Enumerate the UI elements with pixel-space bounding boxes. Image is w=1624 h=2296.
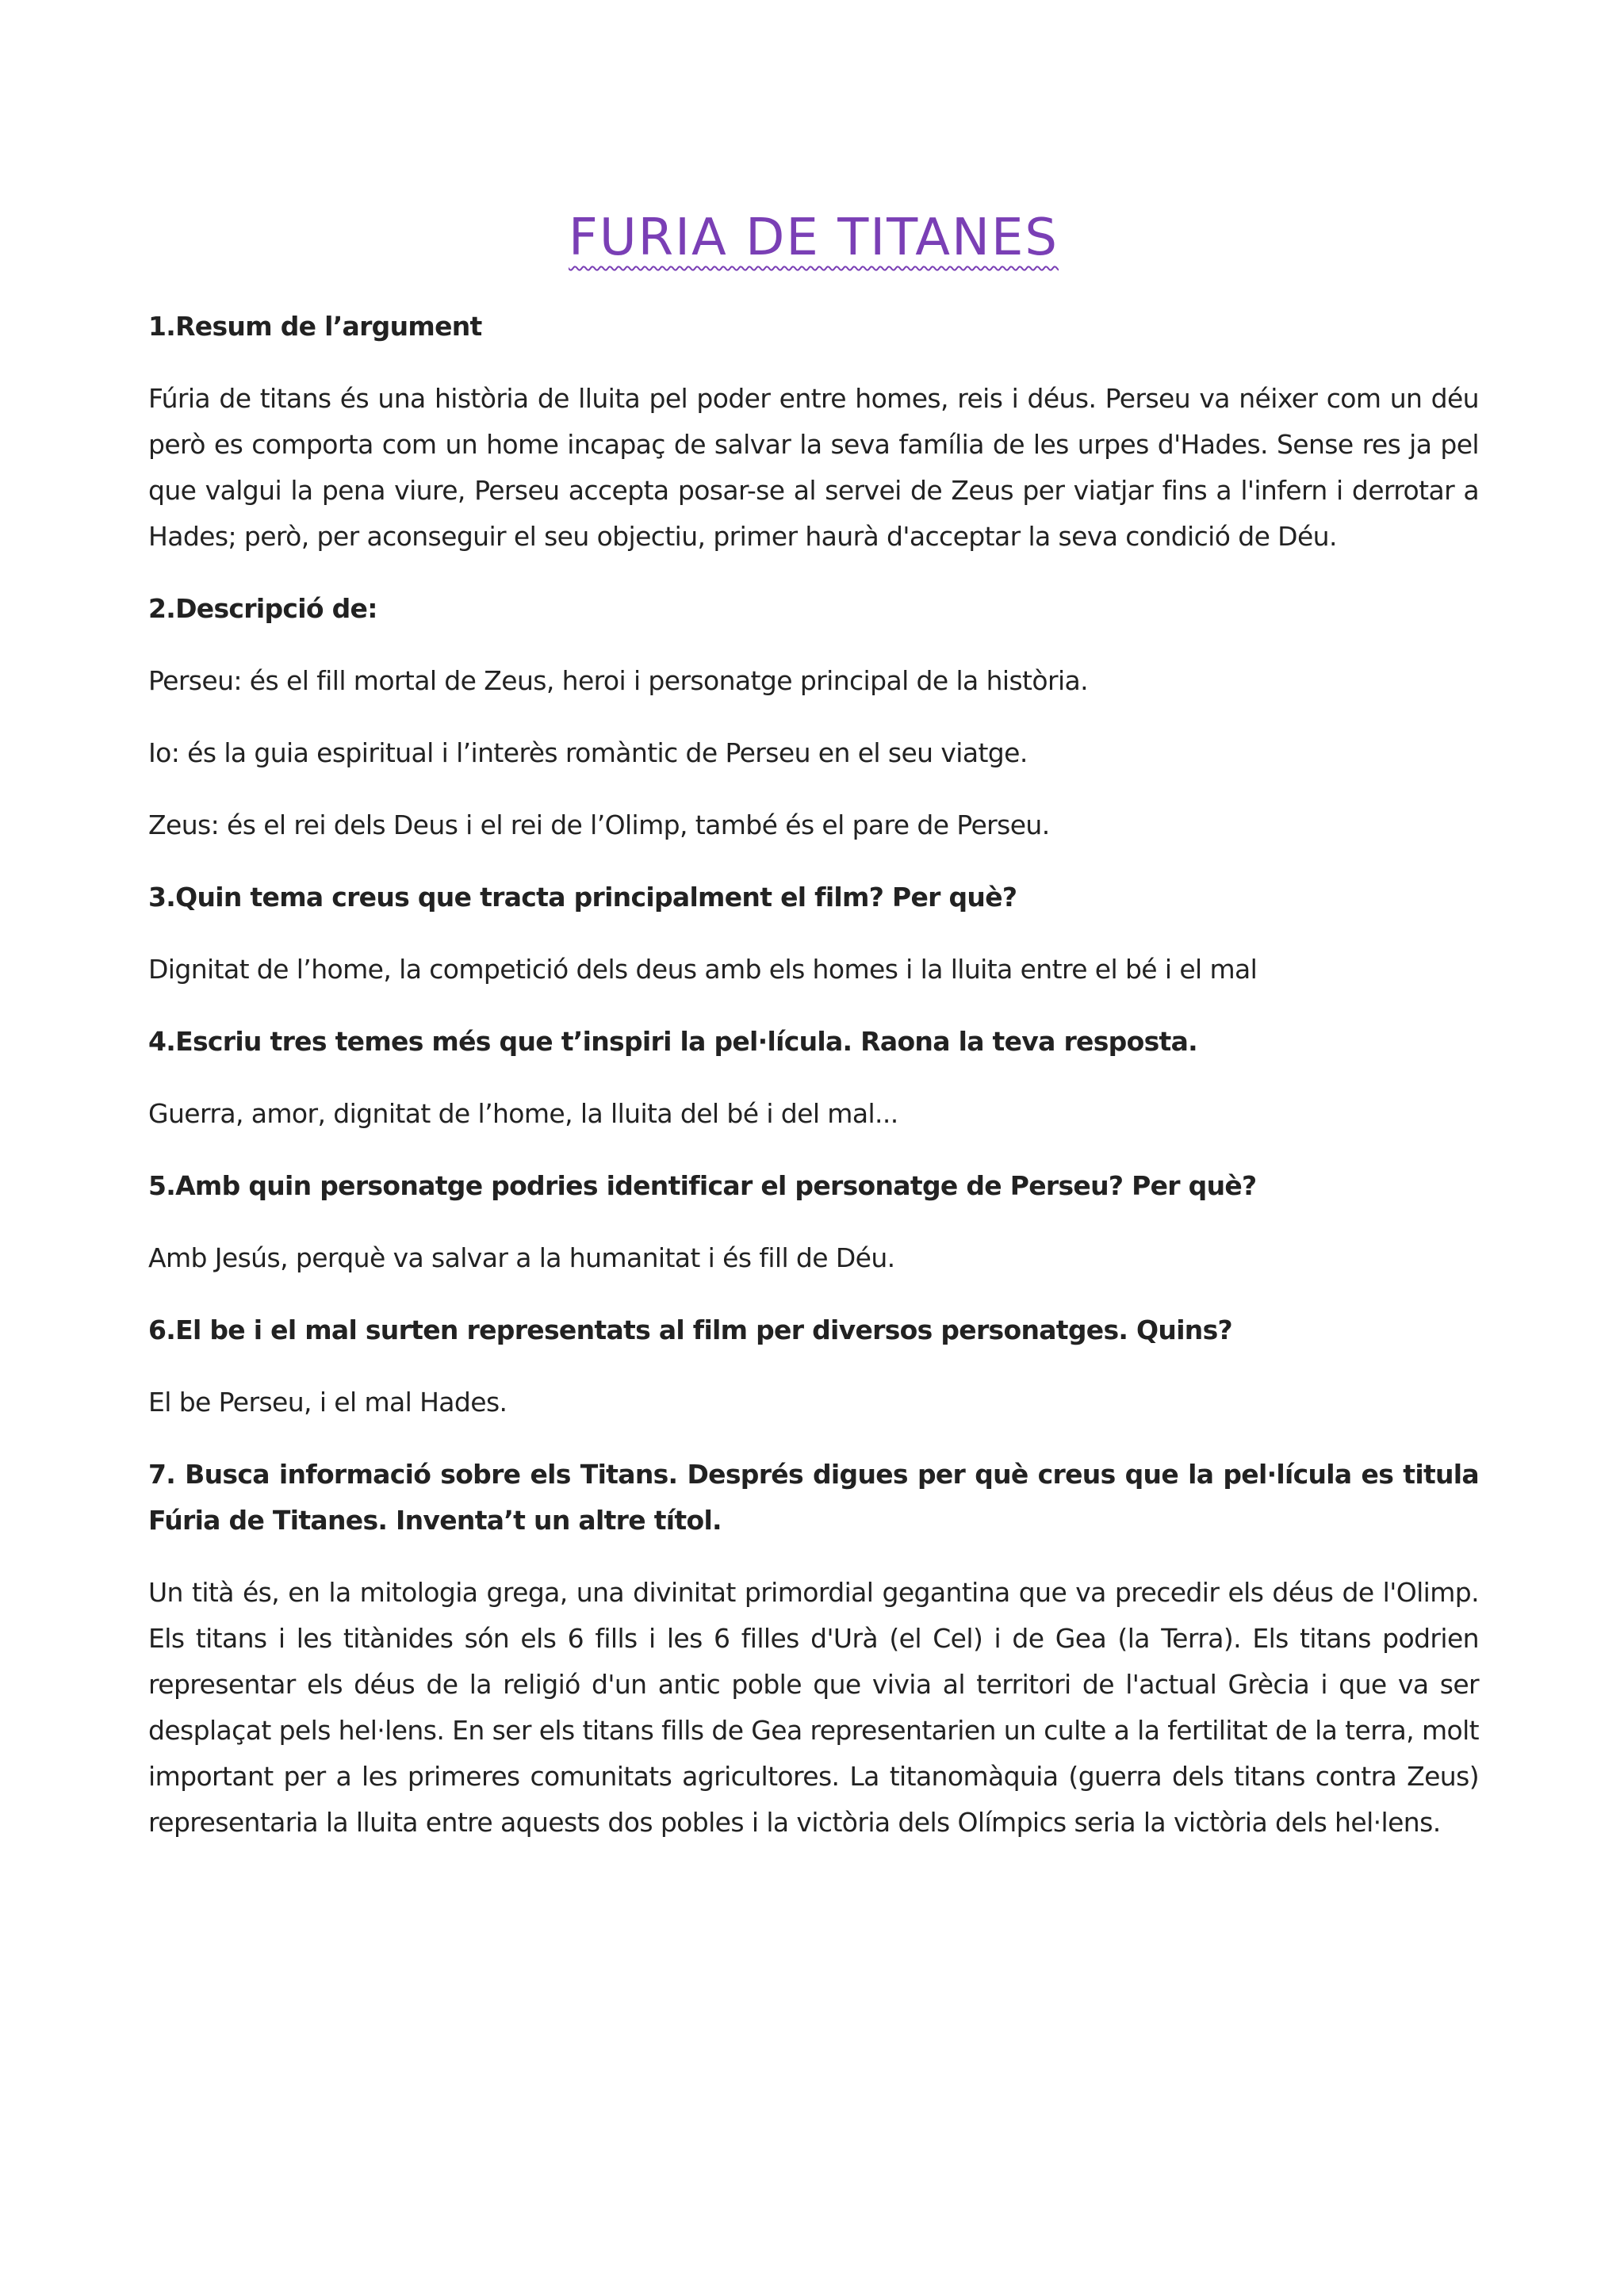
document-page [148,202,1479,1872]
answer-7: Un tità és, en la mitologia grega, una divinitat primordial gegantina que va precedir els déus de l'Olimp. Els titans i les titànides són els 6 fills i les 6 filles d'Urà (el Cel) i de Gea (la Terra). Els titans podrien representar els déus de la religió d'un antic poble que vivia al territori de l'actual Grècia i que va ser desplaçat pels hel·lens. En ser els titans fills de Gea representarien un culte a la fertilitat de la terra, molt important per a les primeres comunitats agricultores. La titanomàquia (guerra dels titans contra Zeus) representaria la lluita entre aquests dos pobles i la victòria dels Olímpics seria la victòria dels hel·lens. [148,1577,1479,1838]
question-4: 4.Escriu tres temes més que t’inspiri la pel·lícula. Raona la teva resposta. [148,1026,1197,1057]
question-7: 7. Busca informació sobre els Titans. Després digues per què creus que la pel·lícula es titula Fúria de Titanes. Inventa’t un altre títol. [148,1459,1479,1536]
question-1: 1.Resum de l’argument [148,311,482,342]
answer-2-io: Io: és la guia espiritual i l’interès romàntic de Perseu en el seu viatge. [148,737,1028,768]
question-3: 3.Quin tema creus que tracta principalment el film? Per què? [148,882,1017,913]
answer-4: Guerra, amor, dignitat de l’home, la lluita del bé i del mal... [148,1098,898,1129]
question-6: 6.El be i el mal surten representats al film per diversos personatges. Quins? [148,1314,1232,1345]
answer-3: Dignitat de l’home, la competició dels deus amb els homes i la lluita entre el bé i el mal [148,954,1258,985]
question-5: 5.Amb quin personatge podries identificar el personatge de Perseu? Per què? [148,1170,1257,1201]
answer-2-zeus: Zeus: és el rei dels Deus i el rei de l’Olimp, també és el pare de Perseu. [148,809,1050,840]
answer-1: Fúria de titans és una història de lluita pel poder entre homes, reis i déus. Perseu va néixer com un déu però es comporta com un home incapaç de salvar la seva família de les urpes d'Hades. Sense res ja pel que valgui la pena viure, Perseu accepta posar-se al servei de Zeus per viatjar fins a l'infern i derrotar a Hades; però, per aconseguir el seu objectiu, primer haurà d'acceptar la seva condició de Déu. [148,383,1479,552]
answer-5: Amb Jesús, perquè va salvar a la humanitat i és fill de Déu. [148,1242,895,1273]
answer-2-perseu: Perseu: és el fill mortal de Zeus, heroi i personatge principal de la història. [148,665,1089,696]
answer-6: El be Perseu, i el mal Hades. [148,1387,508,1418]
question-2: 2.Descripció de: [148,593,377,624]
document-title: FURIA DE TITANES [569,209,1059,267]
